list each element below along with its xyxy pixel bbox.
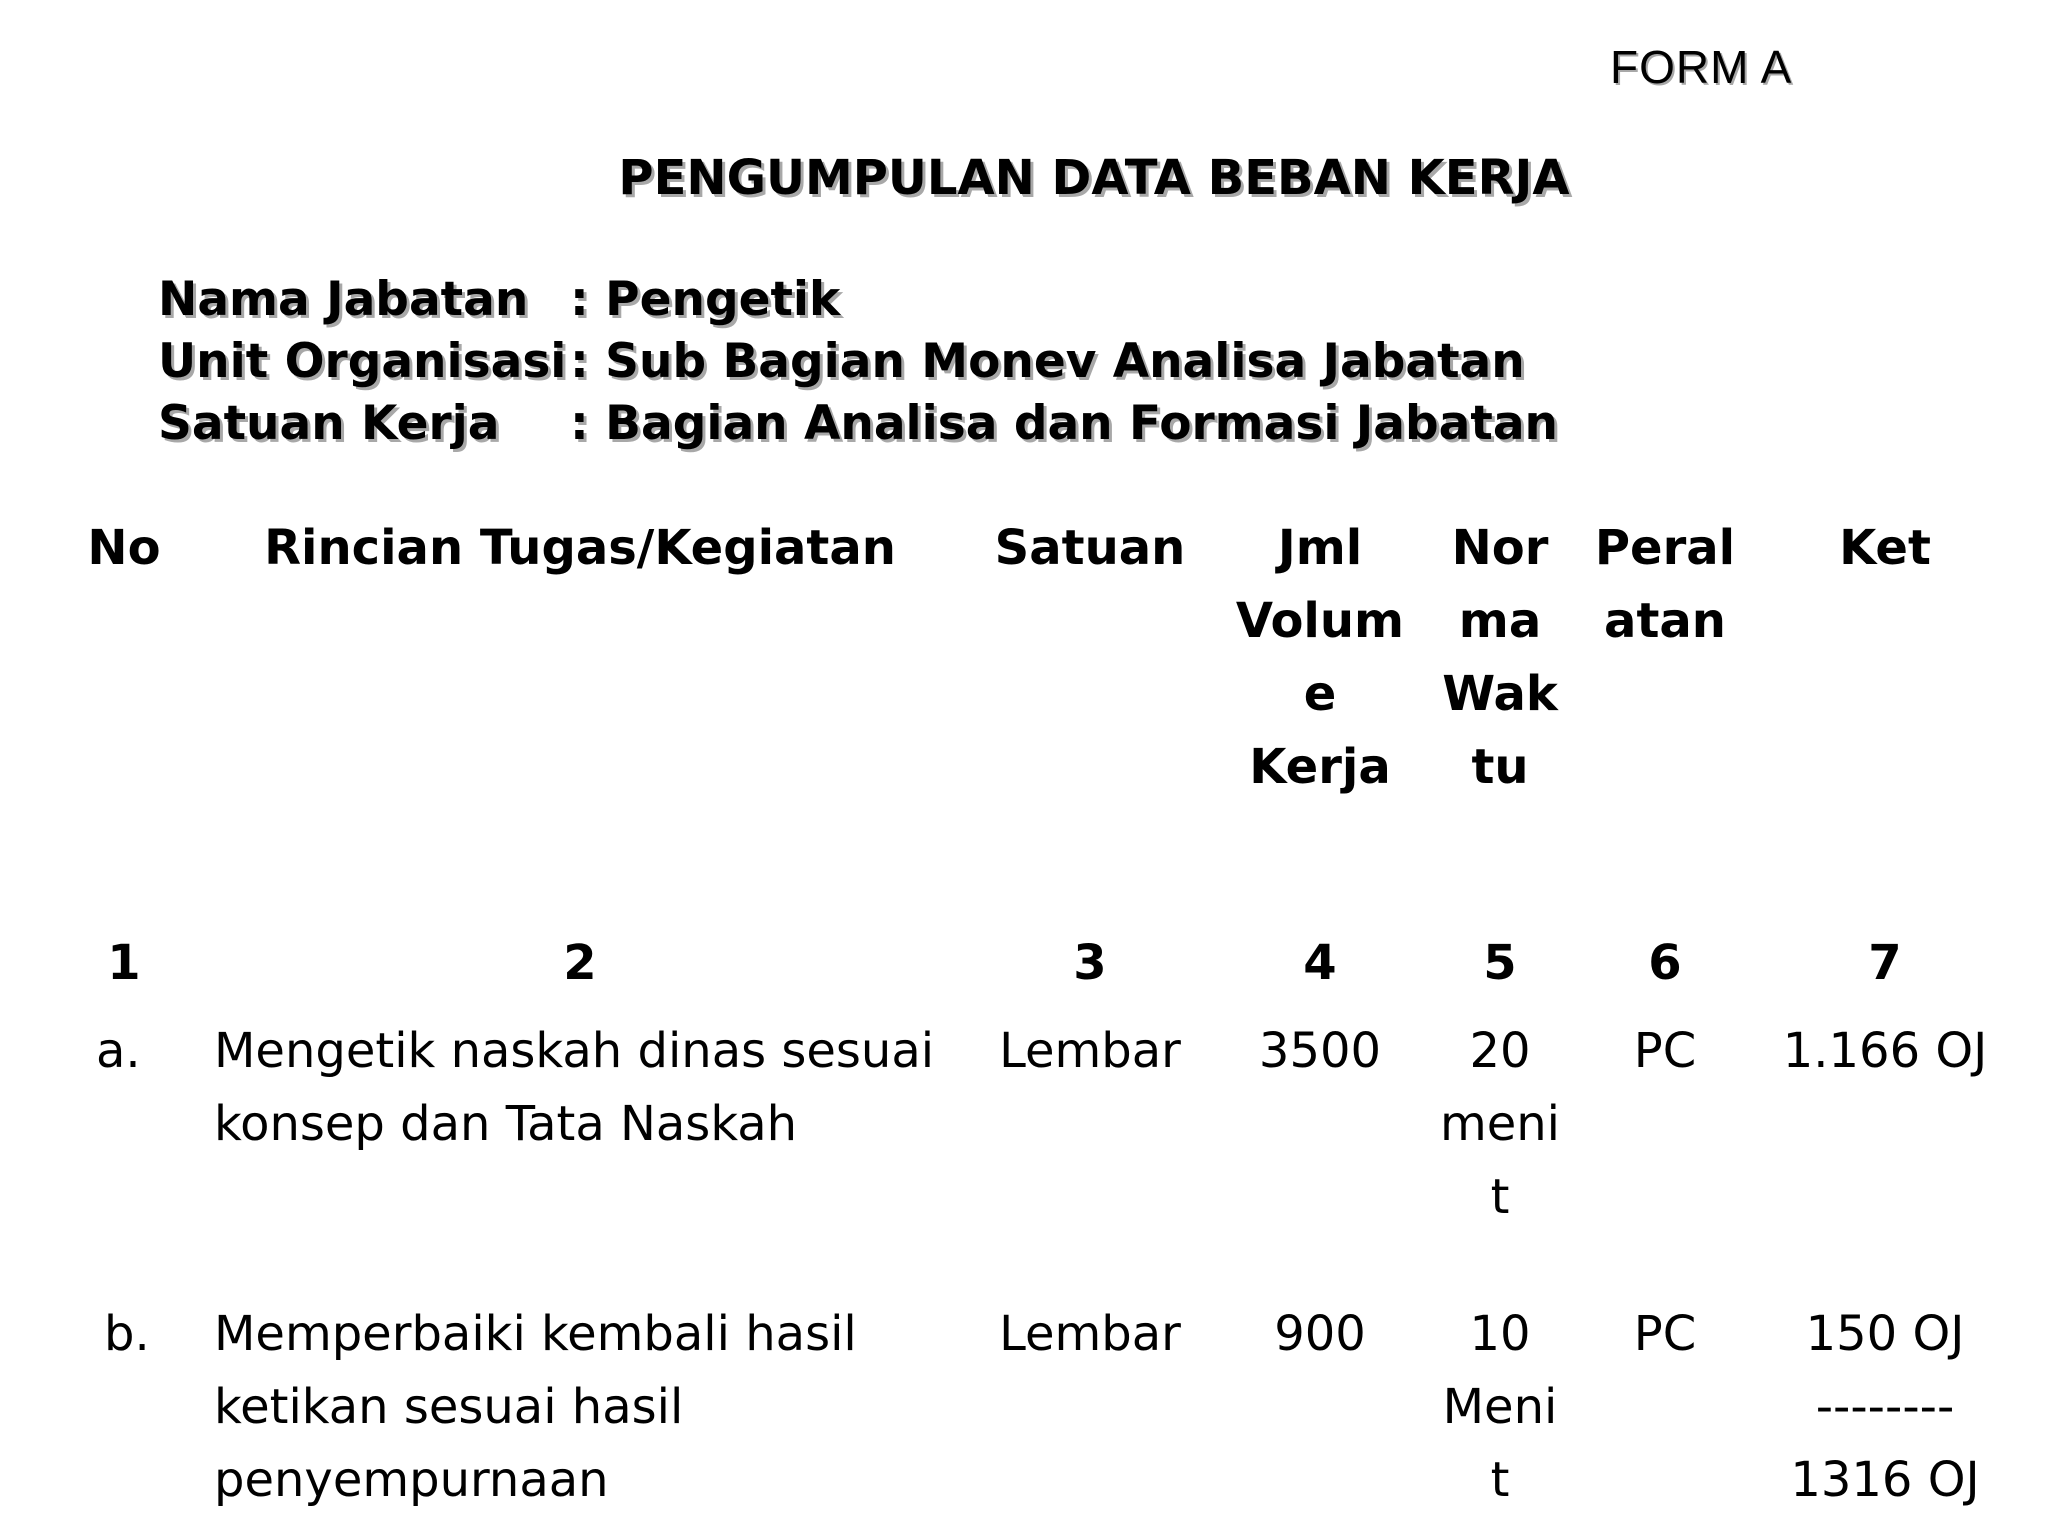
header-peralatan-line: atan <box>1604 593 1726 649</box>
row-rincian <box>214 1298 857 1517</box>
header-jml-volume-kerja <box>1220 512 1420 804</box>
header-jml-line: Jml <box>1277 520 1363 576</box>
unit-organisasi-value: : Sub Bagian Monev Analisa Jabatan <box>570 334 1525 389</box>
row-ket-line: 1316 OJ <box>1790 1452 1980 1508</box>
row-norma-line: t <box>1490 1169 1510 1225</box>
header-norma-waktu <box>1420 512 1580 804</box>
row-norma <box>1420 1015 1580 1234</box>
nama-jabatan-value: : Pengetik <box>570 272 841 327</box>
row-satuan: Lembar <box>999 1023 1181 1079</box>
satuan-kerja-value: : Bagian Analisa dan Formasi Jabatan <box>570 396 1559 451</box>
row-rincian-line: penyempurnaan <box>214 1452 609 1508</box>
column-number: 7 <box>1868 935 1902 991</box>
header-norma-line: Wak <box>1442 666 1558 722</box>
row-peralatan: PC <box>1633 1306 1697 1362</box>
satuan-kerja-label: Satuan Kerja <box>158 396 500 451</box>
column-number: 2 <box>563 935 597 991</box>
row-norma-line: 20 <box>1469 1023 1531 1079</box>
header-peralatan <box>1580 512 1750 658</box>
header-jml-line: e <box>1303 666 1337 722</box>
row-rincian-line: ketikan sesuai hasil <box>214 1379 684 1435</box>
header-jml-line: Kerja <box>1249 739 1391 795</box>
column-number: 4 <box>1303 935 1337 991</box>
unit-organisasi-label: Unit Organisasi <box>158 334 567 389</box>
row-rincian-line: Memperbaiki kembali hasil <box>214 1306 857 1362</box>
row-satuan: Lembar <box>999 1306 1181 1362</box>
header-ket: Ket <box>1839 520 1931 576</box>
row-ket <box>1760 1015 2010 1088</box>
row-norma-line: meni <box>1439 1096 1561 1152</box>
row-ket <box>1760 1298 2010 1517</box>
header-norma-line: ma <box>1458 593 1542 649</box>
row-jml: 3500 <box>1258 1023 1382 1079</box>
row-norma-line: 10 <box>1469 1306 1531 1362</box>
column-number: 6 <box>1648 935 1682 991</box>
document-title: PENGUMPULAN DATA BEBAN KERJA <box>618 150 1570 206</box>
row-jml: 900 <box>1274 1306 1366 1362</box>
header-rincian: Rincian Tugas/Kegiatan <box>264 520 896 576</box>
row-rincian <box>214 1015 934 1161</box>
row-rincian-line: Mengetik naskah dinas sesuai <box>214 1023 935 1079</box>
row-rincian-line: konsep dan Tata Naskah <box>214 1096 798 1152</box>
column-number: 5 <box>1483 935 1517 991</box>
header-peralatan-line: Peral <box>1594 520 1736 576</box>
form-label: FORM A <box>1610 41 1793 93</box>
header-satuan: Satuan <box>994 520 1186 576</box>
row-norma-line: t <box>1490 1452 1510 1508</box>
column-number: 3 <box>1073 935 1107 991</box>
row-ket-line: -------- <box>1815 1379 1955 1435</box>
row-peralatan: PC <box>1633 1023 1697 1079</box>
header-no: No <box>87 520 161 576</box>
column-number: 1 <box>107 935 141 991</box>
row-norma-line: Meni <box>1442 1379 1558 1435</box>
row-norma <box>1420 1298 1580 1517</box>
row-ket-line: 150 OJ <box>1805 1306 1965 1362</box>
row-ket-line: 1.166 OJ <box>1782 1023 1988 1079</box>
row-no: a. <box>96 1023 141 1079</box>
header-norma-line: Nor <box>1451 520 1549 576</box>
row-no: b. <box>104 1306 150 1362</box>
nama-jabatan-label: Nama Jabatan <box>158 272 529 327</box>
header-norma-line: tu <box>1471 739 1529 795</box>
header-jml-line: Volum <box>1235 593 1405 649</box>
